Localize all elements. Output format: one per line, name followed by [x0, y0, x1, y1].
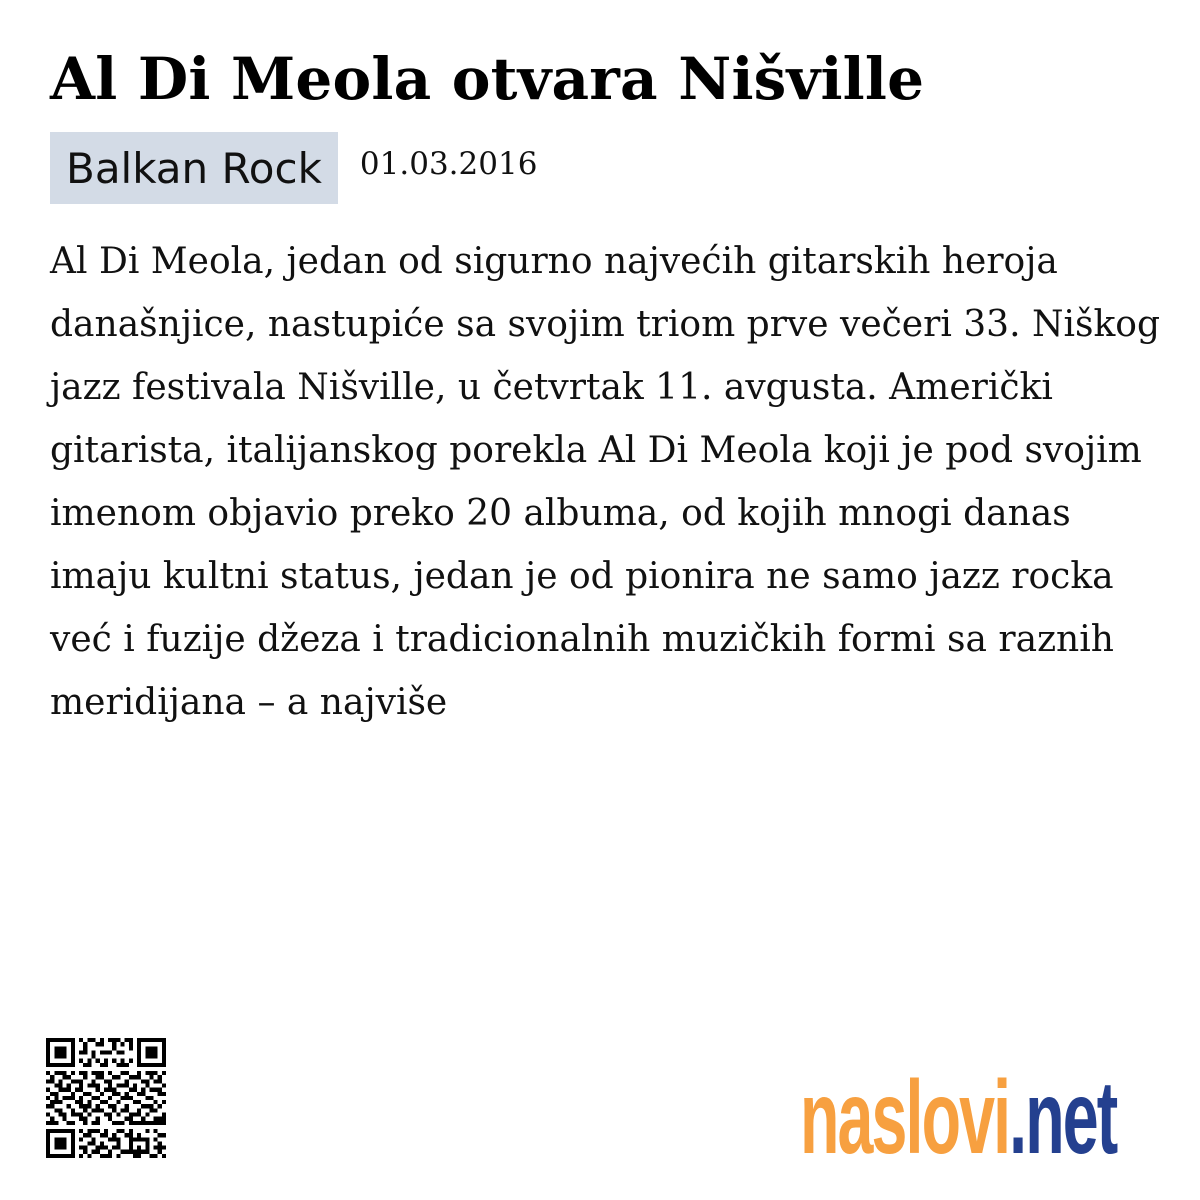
source-badge[interactable]: Balkan Rock: [50, 132, 338, 204]
article-body: Al Di Meola, jedan od sigurno najvećih gitarskih heroja današnjice, nastupiće sa svojim triom prve večeri 33. Niškog jazz festivala Nišville, u četvrtak 11. avgusta. Američki gitarista, italijanskog porekla Al Di Meola koji je pod svojim imenom objavio preko 20 albuma, od kojih mnogi danas imaju kultni status, jedan je od pionira ne samo jazz rocka već i fuzije džeza i tradicionalnih muzičkih formi sa raznih meridijana – a najviše: [50, 241, 1160, 723]
logo-main-text: naslovi: [800, 1060, 1010, 1176]
naslovi-net-logo[interactable]: [800, 1060, 1117, 1176]
article-date: 01.03.2016: [359, 146, 538, 182]
article-meta: [50, 132, 1150, 204]
logo-tld-text: net: [1025, 1060, 1117, 1176]
article-title: Al Di Meola otvara Nišville: [50, 45, 925, 113]
qr-code-icon: [46, 1038, 166, 1158]
logo-dot-text: .: [1009, 1060, 1026, 1176]
